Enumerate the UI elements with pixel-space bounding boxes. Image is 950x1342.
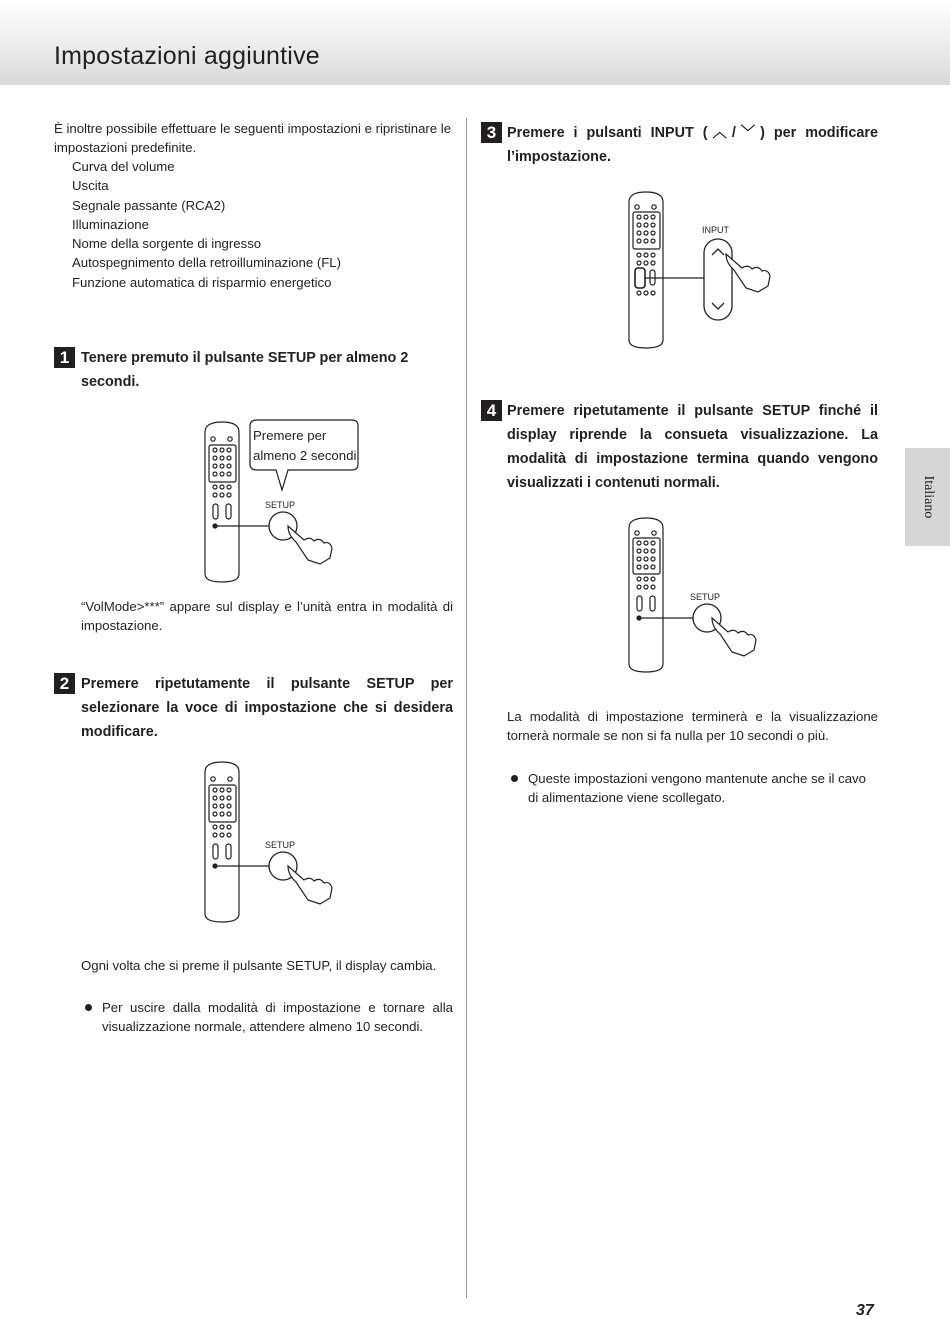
step-3-number: 3 bbox=[481, 122, 502, 143]
page-number: 37 bbox=[856, 1302, 874, 1319]
input-rocker-button bbox=[704, 239, 732, 320]
bullet-icon bbox=[85, 1004, 92, 1011]
step-3-figure bbox=[624, 182, 784, 357]
step-2-note: Ogni volta che si preme il pulsante SETUP, il display cambia. bbox=[81, 958, 437, 973]
step-3-text: Premere i pulsanti INPUT (︿/﹀) per modificare l’impostazione. bbox=[507, 125, 878, 165]
bullet-icon bbox=[511, 775, 518, 782]
list-item: Segnale passante (RCA2) bbox=[72, 197, 226, 213]
list-item: Nome della sorgente di ingresso bbox=[72, 236, 262, 252]
step-4-text: Premere ripetutamente il pulsante SETUP finché il display riprende la consueta visualizzazione. La modalità di impostazione termina quando vengono visualizzati i contenuti normali. bbox=[507, 403, 878, 491]
setup-button-label: SETUP bbox=[265, 500, 296, 510]
remote-control-illustration bbox=[629, 192, 704, 348]
language-tab-label: Italiano bbox=[920, 475, 936, 519]
page-title: Impostazioni aggiuntive bbox=[54, 42, 320, 70]
bullet-text: Queste impostazioni vengono mantenute anche se il cavo di alimentazione viene scollegato. bbox=[528, 771, 866, 805]
step-4-note: La modalità di impostazione terminerà e la visualizzazione tornerà normale se non si fa nulla per 10 secondi o più. bbox=[507, 709, 878, 743]
language-tab bbox=[905, 448, 950, 546]
column-divider bbox=[466, 118, 467, 1298]
list-item: Illuminazione bbox=[72, 216, 149, 232]
hand-pointer-icon bbox=[712, 618, 756, 656]
step-2-text: Premere ripetutamente il pulsante SETUP per selezionare la voce di impostazione che si desidera modificare. bbox=[81, 676, 453, 740]
callout-line-1: Premere per bbox=[253, 428, 327, 443]
step-4-bullet bbox=[511, 769, 878, 807]
step-2-figure bbox=[200, 752, 340, 927]
hand-pointer-icon bbox=[288, 526, 332, 564]
step-4-number: 4 bbox=[481, 400, 502, 421]
step-1-number: 1 bbox=[54, 347, 75, 368]
callout-line-2: almeno 2 secondi bbox=[253, 448, 357, 463]
input-button-label: INPUT bbox=[702, 225, 729, 235]
step-1-note: “VolMode>***” appare sul display e l’unità entra in modalità di impostazione. bbox=[81, 599, 453, 633]
bullet-text: Per uscire dalla modalità di impostazione e tornare alla visualizzazione normale, attendere almeno 10 secondi. bbox=[102, 1000, 453, 1034]
step-4-figure bbox=[624, 508, 764, 683]
remote-control-illustration bbox=[629, 518, 694, 672]
list-item: Funzione automatica di risparmio energetico bbox=[72, 274, 332, 290]
step-2-number: 2 bbox=[54, 673, 75, 694]
list-item: Uscita bbox=[72, 178, 109, 194]
remote-control-illustration bbox=[205, 762, 270, 922]
list-item: Autospegnimento della retroilluminazione (FL) bbox=[72, 255, 342, 271]
list-item: Curva del volume bbox=[72, 159, 175, 174]
hand-pointer-icon bbox=[288, 866, 332, 904]
step-2-bullet bbox=[85, 998, 453, 1036]
settings-list bbox=[72, 157, 341, 292]
setup-button-label: SETUP bbox=[690, 592, 721, 602]
intro-paragraph: È inoltre possibile effettuare le seguenti impostazioni e ripristinare le impostazioni predefinite. bbox=[54, 121, 452, 155]
step-1-text: Tenere premuto il pulsante SETUP per almeno 2 secondi. bbox=[81, 350, 409, 390]
setup-button-label: SETUP bbox=[265, 840, 296, 850]
